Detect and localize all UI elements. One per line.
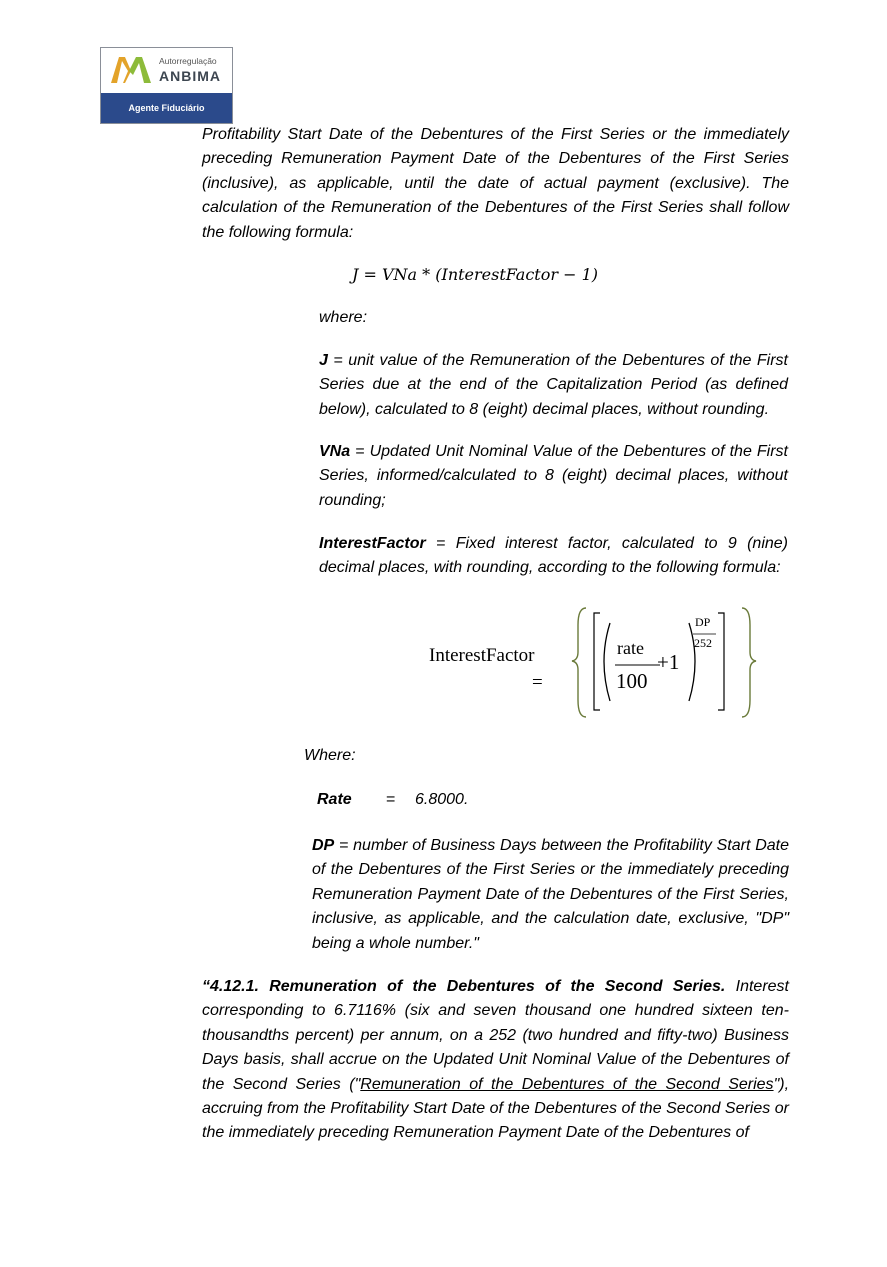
logo-anbima: ANBIMA	[159, 68, 221, 84]
rate-value: 6.8000.	[415, 791, 469, 808]
section-heading: “4.12.1. Remuneration of the Debentures of the Second Series.	[202, 978, 726, 995]
definition-interestfactor-text: = Fixed interest factor, calculated to 9 (nine) decimal places, with rounding, according to the following formula:	[319, 535, 788, 577]
term-rate: Rate	[317, 791, 352, 808]
formula-j: J = VNa * (InterestFactor − 1)	[352, 265, 599, 284]
anbima-logo	[100, 47, 233, 124]
term-vna: VNa	[319, 443, 351, 460]
term-j: J	[319, 352, 328, 369]
term-dp: DP	[312, 837, 335, 854]
formula-rate: rate	[617, 638, 644, 658]
term-interestfactor: InterestFactor	[319, 535, 426, 552]
definition-j-text: = unit value of the Remuneration of the Debentures of the First Series due at the end of the Capitalization Period (as defined below), calculated to 8 (eight) decimal places, without rounding.	[319, 352, 788, 418]
formula-exp-252: 252	[694, 636, 712, 650]
definition-dp	[312, 834, 789, 956]
section-text-2: "), accruing from the Profitability Start Date of the Debentures of the Second Series or the immediately preceding Remuneration Payment Date of the Debentures of	[202, 1075, 790, 1142]
definition-dp-text: = number of Business Days between the Profitability Start Date of the Debentures of the First Series or the immediately preceding Remuneration Payment Date of the Debentures of the First Series, inclusive, as applicable, and the calculation date, exclusive, "DP" being a whole number."	[312, 837, 789, 952]
logo-top	[101, 48, 232, 94]
formula-plus-one: +1	[657, 650, 680, 674]
section-text-1: Interest corresponding to 6.7116% (six and seven thousand one hundred sixteen ten-thousandths percent) per annum, on a 252 (two hundred and fifty-two) Business Days basis, shall accrue on the Updated Unit Nominal Value of the Debentures of the Second Series ("	[202, 978, 789, 1093]
interestfactor-formula	[420, 605, 760, 720]
anbima-m-icon	[111, 57, 151, 83]
definition-vna	[319, 440, 788, 513]
rate-equals: =	[386, 791, 396, 808]
formula-lhs-label: InterestFactor	[429, 645, 535, 666]
logo-autorregulacao: Autorregulação	[159, 56, 217, 66]
definition-interestfactor	[319, 532, 788, 581]
intro-paragraph: Profitability Start Date of the Debentures of the First Series or the immediately preceding Remuneration Payment Date of the Debentures of the First Series (inclusive), as applicable, until the date of actual payment (exclusive). The calculation of the Remuneration of the Debentures of the First Series shall follow the following formula:	[202, 126, 789, 241]
formula-exp-dp: DP	[695, 615, 711, 629]
logo-agente-fiduciario: Agente Fiduciário	[101, 93, 232, 123]
definition-vna-text: = Updated Unit Nominal Value of the Debentures of the First Series, informed/calculated to 8 (eight) decimal places, without rounding;	[319, 443, 788, 509]
formula-hundred: 100	[616, 669, 648, 693]
section-4-12-1	[202, 975, 789, 1146]
definition-j	[319, 349, 788, 422]
where-label-2: Where:	[304, 747, 356, 764]
where-label: where:	[319, 309, 368, 326]
section-defined-term: Remuneration of the Debentures of the Second Series	[360, 1075, 774, 1093]
formula-lhs-equals: =	[532, 672, 543, 693]
